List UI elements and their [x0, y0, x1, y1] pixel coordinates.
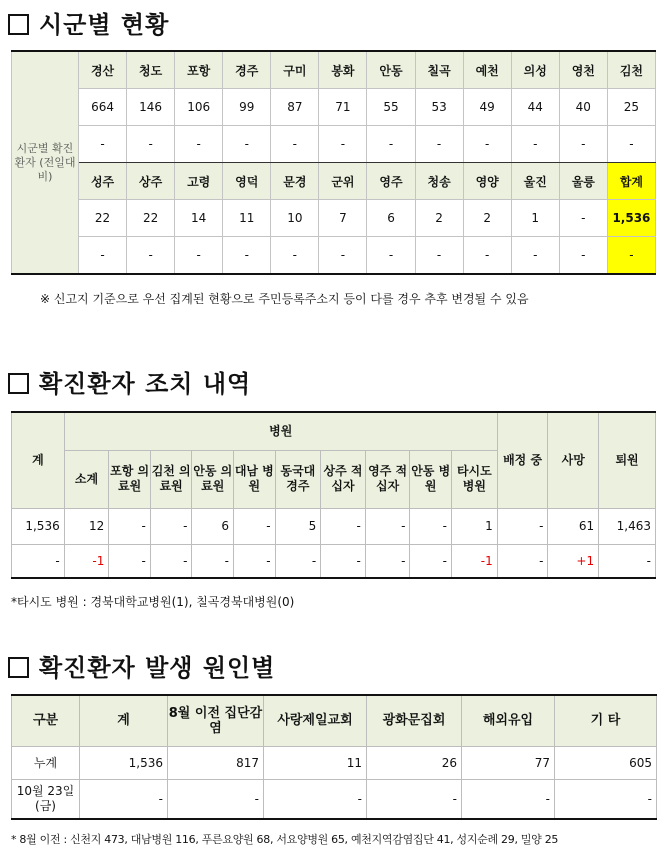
total-header: 합계: [607, 163, 655, 200]
total-change: -: [607, 237, 655, 275]
checkbox-square-icon: [8, 14, 29, 35]
table-row: - - - - - - - - - - - -: [12, 126, 656, 163]
table-row: 누계 1,536 817 11 26 77 605: [12, 746, 657, 779]
table-row: 성주 상주 고령 영덕 문경 군위 영주 청송 영양 울진 울릉 합계: [12, 163, 656, 200]
table-row: 소계 포항 의료원 김천 의료원 안동 의료원 대남 병원 동국대 경주 상주 적십자 영주 적십자 안동 병원 타시도 병원: [12, 450, 656, 508]
table-row: 22 22 14 11 10 7 6 2 2 1 - 1,536: [12, 200, 656, 237]
table-row: 664 146 106 99 87 71 55 53 49 44 40 25: [12, 89, 656, 126]
causes-table: [11, 694, 657, 820]
checkbox-square-icon: [8, 373, 29, 394]
table-row: 계 병원 배정 중 사망 퇴원: [12, 412, 656, 450]
section-title-measures: 확진환자 조치 내역: [8, 364, 251, 399]
table-row: 구분 계 8월 이전 집단감염 사랑제일교회 광화문집회 해외유입 기 타: [12, 695, 657, 746]
table-row: - - - - - - - - - - - -: [12, 237, 656, 275]
cluster-note: * 8월 이전 : 신천지 473, 대남병원 116, 푸른요양원 68, 서요양병원 65, 예천지역감염집단 41, 성지순례 29, 밀양 25: [11, 833, 559, 846]
hospital-note: *타시도 병원 : 경북대학교병원(1), 칠곡경북대병원(0): [11, 595, 295, 609]
checkbox-square-icon: [8, 657, 29, 678]
side-label: 시군별 확진환자 (전일대비): [12, 51, 79, 274]
table-row: 10월 23일 (금) - - - - - -: [12, 779, 657, 819]
total-value: 1,536: [607, 200, 655, 237]
measures-table: [11, 411, 656, 579]
city-status-table: [11, 50, 656, 275]
section-title-by-city: 시군별 현황: [8, 5, 169, 40]
table-row: 시군별 확진환자 (전일대비) 경산 청도 포항 경주 구미 봉화 안동 칠곡 예천 의성 영천 김천: [12, 51, 656, 89]
table-row: 1,536 12 - - 6 - 5 - - - 1 - 61 1,463: [12, 508, 656, 544]
city-note: ※ 신고지 기준으로 우선 집계된 현황으로 주민등록주소지 등이 다를 경우 추후 변경될 수 있음: [40, 292, 529, 306]
section-title-causes: 확진환자 발생 원인별: [8, 648, 275, 683]
table-row: - -1 - - - - - - - - -1 - +1 -: [12, 544, 656, 578]
